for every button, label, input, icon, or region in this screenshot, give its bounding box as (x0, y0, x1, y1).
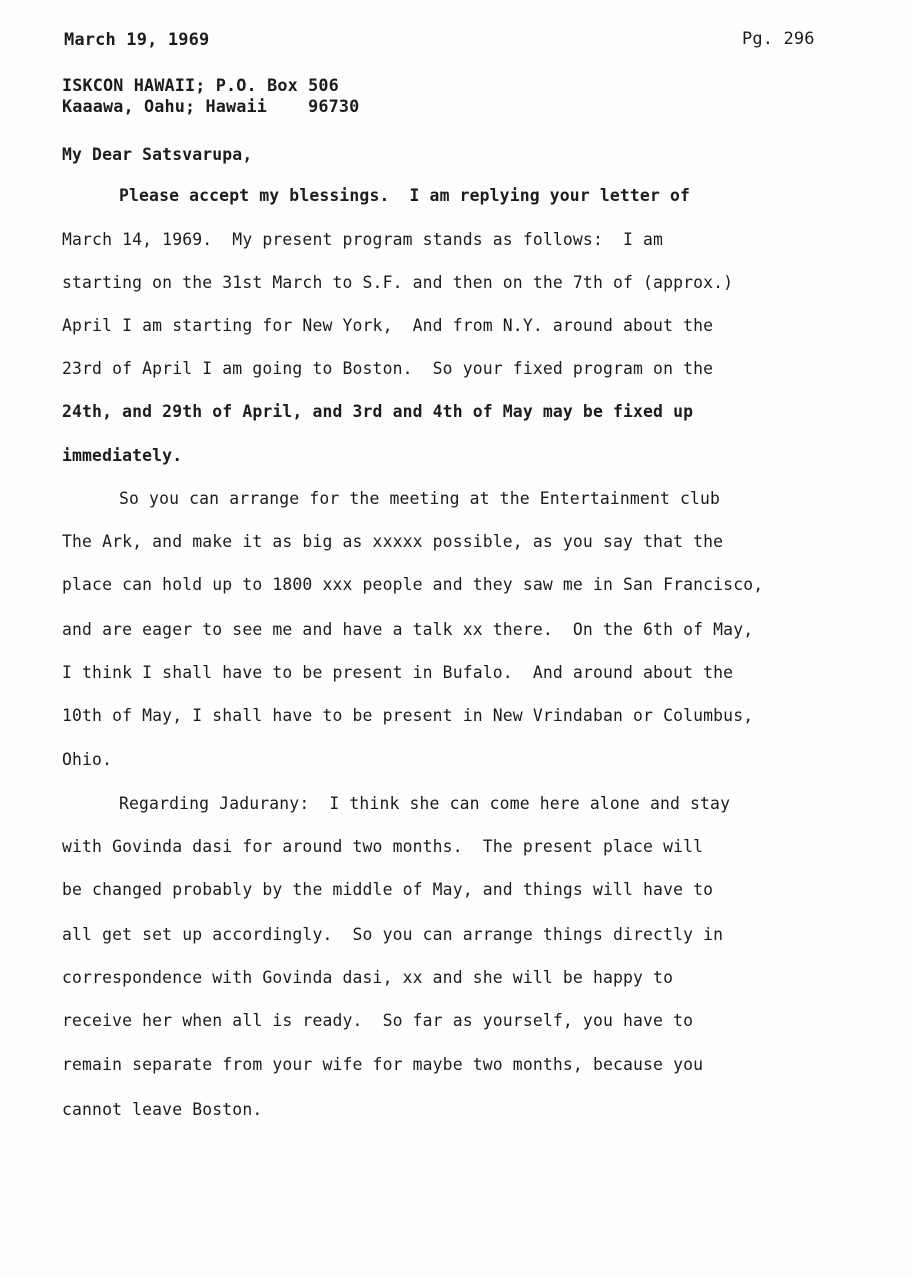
paragraph-1-line-5: 23rd of April I am going to Boston. So your fixed program on the (62, 359, 714, 378)
paragraph-2-line-3: place can hold up to 1800 xxx people and they saw me in San Francisco, (62, 575, 764, 594)
paragraph-1-line-6: 24th, and 29th of April, and 3rd and 4th of May may be fixed up (62, 402, 694, 421)
recipient-address-line-1: ISKCON HAWAII; P.O. Box 506 (62, 75, 339, 95)
paragraph-3-line-2: with Govinda dasi for around two months. The present place will (62, 837, 704, 856)
letter-date: March 19, 1969 (64, 30, 210, 50)
paragraph-2-line-2: The Ark, and make it as big as xxxxx possible, as you say that the (62, 532, 724, 551)
paragraph-3-line-1: Regarding Jadurany: I think she can come here alone and stay (119, 794, 731, 813)
paragraph-2-line-1: So you can arrange for the meeting at the Entertainment club (119, 489, 721, 508)
paragraph-3-line-3: be changed probably by the middle of May, and things will have to (62, 880, 714, 899)
paragraph-3-line-5: correspondence with Govinda dasi, xx and she will be happy to (62, 968, 674, 987)
paragraph-3-line-4: all get set up accordingly. So you can arrange things directly in (62, 925, 724, 944)
paragraph-1-line-1: Please accept my blessings. I am replying your letter of (119, 186, 691, 205)
paragraph-1-line-2: March 14, 1969. My present program stands as follows: I am (62, 230, 664, 249)
recipient-address-line-2: Kaaawa, Oahu; Hawaii 96730 (62, 96, 360, 116)
paragraph-3-line-8: cannot leave Boston. (62, 1100, 263, 1119)
salutation: My Dear Satsvarupa, (62, 145, 253, 164)
paragraph-2-line-4: and are eager to see me and have a talk xx there. On the 6th of May, (62, 620, 754, 639)
paragraph-1-line-3: starting on the 31st March to S.F. and then on the 7th of (approx.) (62, 273, 734, 292)
page-number: Pg. 296 (742, 29, 815, 49)
paragraph-2-line-7: Ohio. (62, 750, 113, 769)
paragraph-1-line-7: immediately. (62, 446, 183, 465)
paragraph-3-line-7: remain separate from your wife for maybe two months, because you (62, 1055, 704, 1074)
paragraph-2-line-5: I think I shall have to be present in Bufalo. And around about the (62, 663, 734, 682)
paragraph-1-line-4: April I am starting for New York, And from N.Y. around about the (62, 316, 714, 335)
paragraph-2-line-6: 10th of May, I shall have to be present in New Vrindaban or Columbus, (62, 706, 754, 725)
paragraph-3-line-6: receive her when all is ready. So far as yourself, you have to (62, 1011, 694, 1030)
